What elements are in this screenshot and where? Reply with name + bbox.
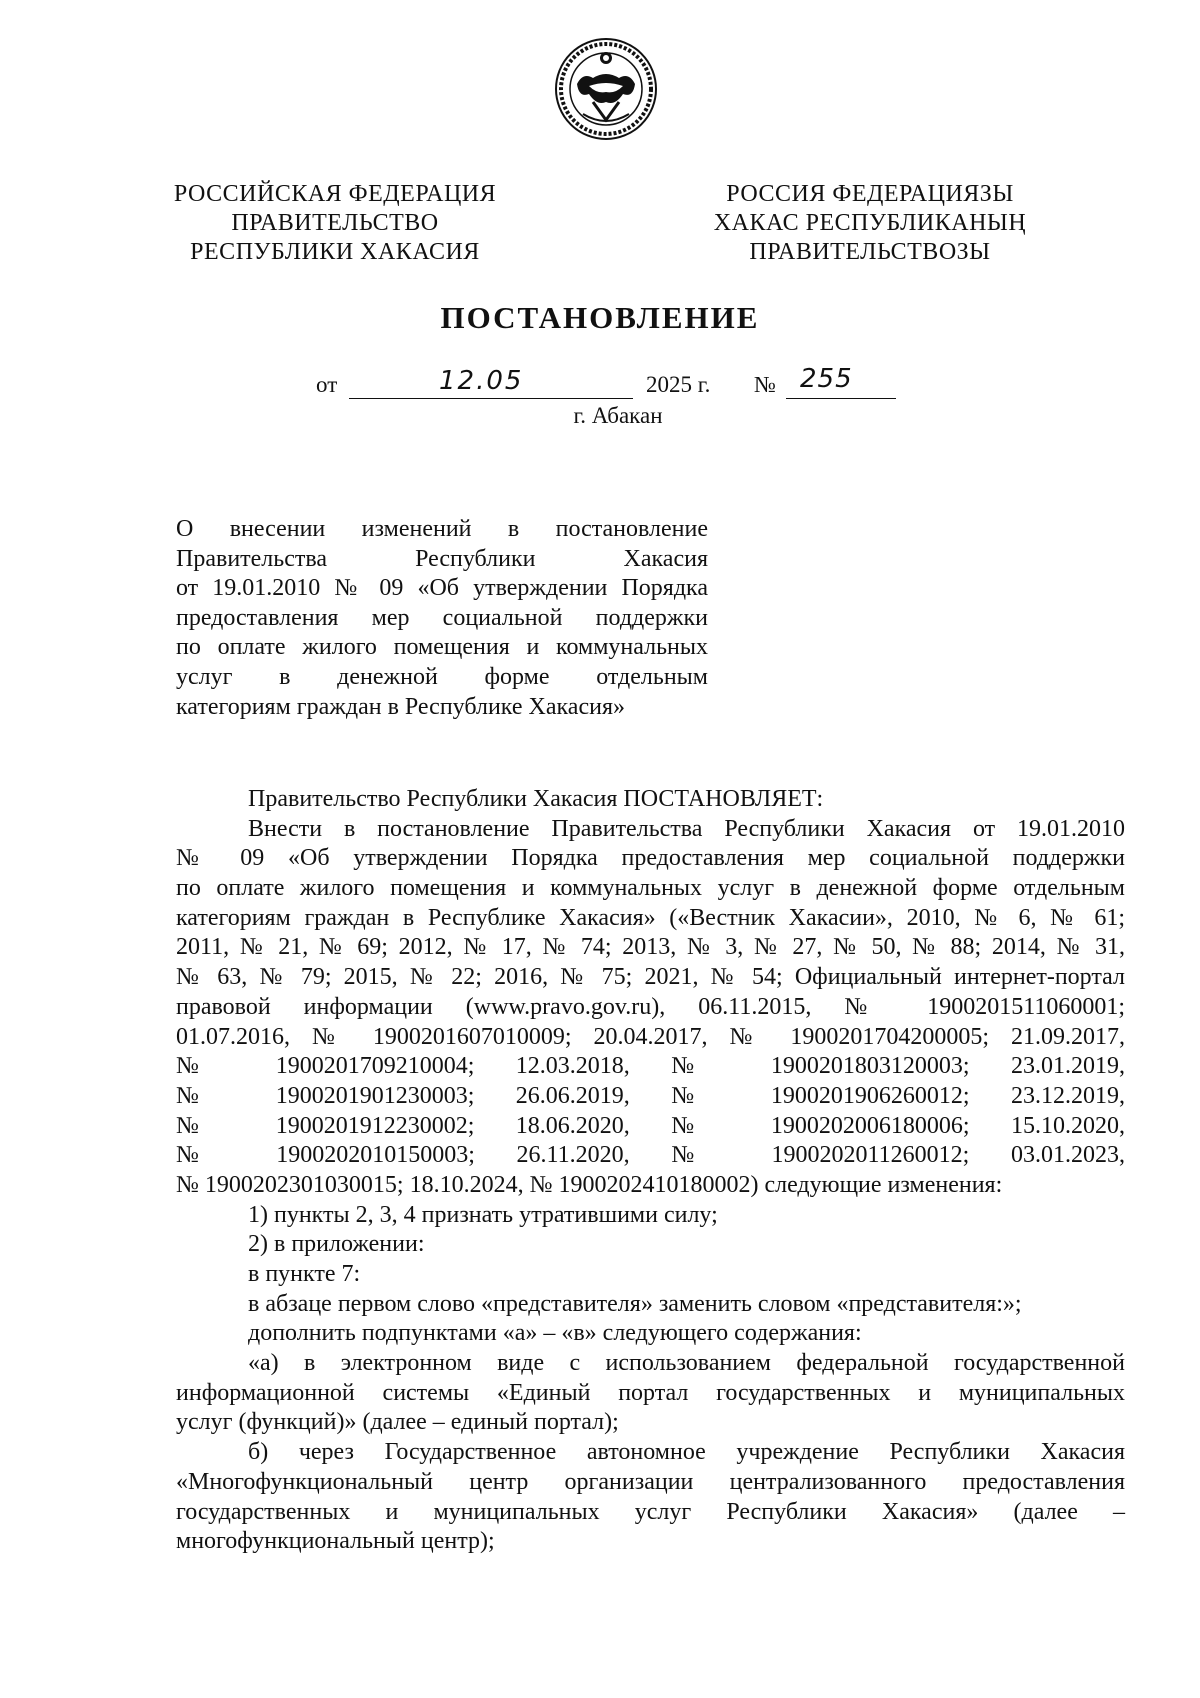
body-line: дополнить подпунктами «а» – «в» следующего содержания: xyxy=(248,1320,862,1347)
date-field xyxy=(349,366,633,399)
subject-line: категориям граждан в Республике Хакасия» xyxy=(176,693,625,720)
body-line: «Многофункциональный центр организации централизованного предоставления xyxy=(176,1468,1125,1495)
city-label: г. Абакан xyxy=(573,403,663,428)
year-label: 2025 г. xyxy=(646,372,711,397)
header-right-line-2: ХАКАС РЕСПУБЛИКАНЫҢ xyxy=(713,210,1027,236)
body-line: категориям граждан в Республике Хакасия» («Вестник Хакасии», 2010, № 6, № 61; xyxy=(176,904,1125,931)
header-right-line-3: ПРАВИТЕЛЬСТВОЗЫ xyxy=(749,239,991,265)
subject-line: Правительства Республики Хакасия xyxy=(176,545,708,572)
header-left-block xyxy=(145,180,525,267)
body-line: № 09 «Об утверждении Порядка предоставления мер социальной поддержки xyxy=(176,845,1125,872)
body-line: правовой информации (www.pravo.gov.ru), 06.11.2015, № 1900201511060001; xyxy=(176,993,1125,1020)
handwritten-date: 12.05 xyxy=(439,366,524,396)
body-line: 2) в приложении: xyxy=(248,1231,425,1258)
subject-line: от 19.01.2010 № 09 «Об утверждении Порядка xyxy=(176,575,708,602)
body-line: многофункциональный центр); xyxy=(176,1528,495,1555)
body-line: № 1900201901230003; 26.06.2019, № 1900201906260012; 23.12.2019, xyxy=(176,1082,1125,1109)
body-line: услуг (функций)» (далее – единый портал); xyxy=(176,1409,619,1436)
body-line: информационной системы «Единый портал государственных и муниципальных xyxy=(176,1379,1125,1406)
body-line: в абзаце первом слово «представителя» заменить словом «представителя:»; xyxy=(248,1290,1022,1317)
header-right-block xyxy=(680,180,1060,267)
body-line: № 63, № 79; 2015, № 22; 2016, № 75; 2021, № 54; Официальный интернет-портал xyxy=(176,964,1125,991)
number-field xyxy=(786,364,896,399)
date-prefix: от xyxy=(316,372,338,397)
body-line: государственных и муниципальных услуг Республики Хакасия» (далее – xyxy=(176,1498,1125,1525)
header-left-line-3: РЕСПУБЛИКИ ХАКАСИЯ xyxy=(190,239,480,265)
body-text xyxy=(176,785,1125,1557)
body-line: № 1900201912230002; 18.06.2020, № 1900202006180006; 15.10.2020, xyxy=(176,1112,1125,1139)
header-left-line-1: РОССИЙСКАЯ ФЕДЕРАЦИЯ xyxy=(173,181,497,207)
body-line: по оплате жилого помещения и коммунальных услуг в денежной форме отдельным xyxy=(176,875,1125,902)
handwritten-number: 255 xyxy=(800,364,853,394)
subject-line: по оплате жилого помещения и коммунальных xyxy=(176,634,708,661)
body-line: 01.07.2016, № 1900201607010009; 20.04.2017, № 1900201704200005; 21.09.2017, xyxy=(176,1023,1125,1050)
body-line: Правительство Республики Хакасия ПОСТАНОВЛЯЕТ: xyxy=(248,786,824,812)
body-line: 2011, № 21, № 69; 2012, № 17, № 74; 2013, № 3, № 27, № 50, № 88; 2014, № 31, xyxy=(176,934,1125,961)
body-line: «а) в электронном виде с использованием федеральной государственной xyxy=(248,1350,1125,1377)
body-line: б) через Государственное автономное учреждение Республики Хакасия xyxy=(248,1439,1125,1466)
body-line: Внести в постановление Правительства Республики Хакасия от 19.01.2010 xyxy=(248,815,1125,842)
body-line: № 1900202301030015; 18.10.2024, № 1900202410180002) следующие изменения: xyxy=(176,1171,1003,1198)
subject-block xyxy=(176,515,708,722)
subject-line: О внесении изменений в постановление xyxy=(176,516,708,542)
header-right-line-1: РОССИЯ ФЕДЕРАЦИЯЗЫ xyxy=(726,181,1014,207)
body-line: 1) пункты 2, 3, 4 признать утратившими силу; xyxy=(248,1201,718,1228)
subject-line: предоставления мер социальной поддержки xyxy=(176,604,708,631)
document-title: ПОСТАНОВЛЕНИЕ xyxy=(440,300,760,335)
number-sign: № xyxy=(754,372,776,397)
header-left-line-2: ПРАВИТЕЛЬСТВО xyxy=(231,210,439,236)
body-line: № 1900201709210004; 12.03.2018, № 1900201803120003; 23.01.2019, xyxy=(176,1053,1125,1080)
body-line: в пункте 7: xyxy=(248,1261,361,1287)
body-line: № 1900202010150003; 26.11.2020, № 1900202011260012; 03.01.2023, xyxy=(176,1142,1125,1169)
coat-of-arms-emblem xyxy=(553,36,659,142)
subject-line: услуг в денежной форме отдельным xyxy=(176,663,708,690)
